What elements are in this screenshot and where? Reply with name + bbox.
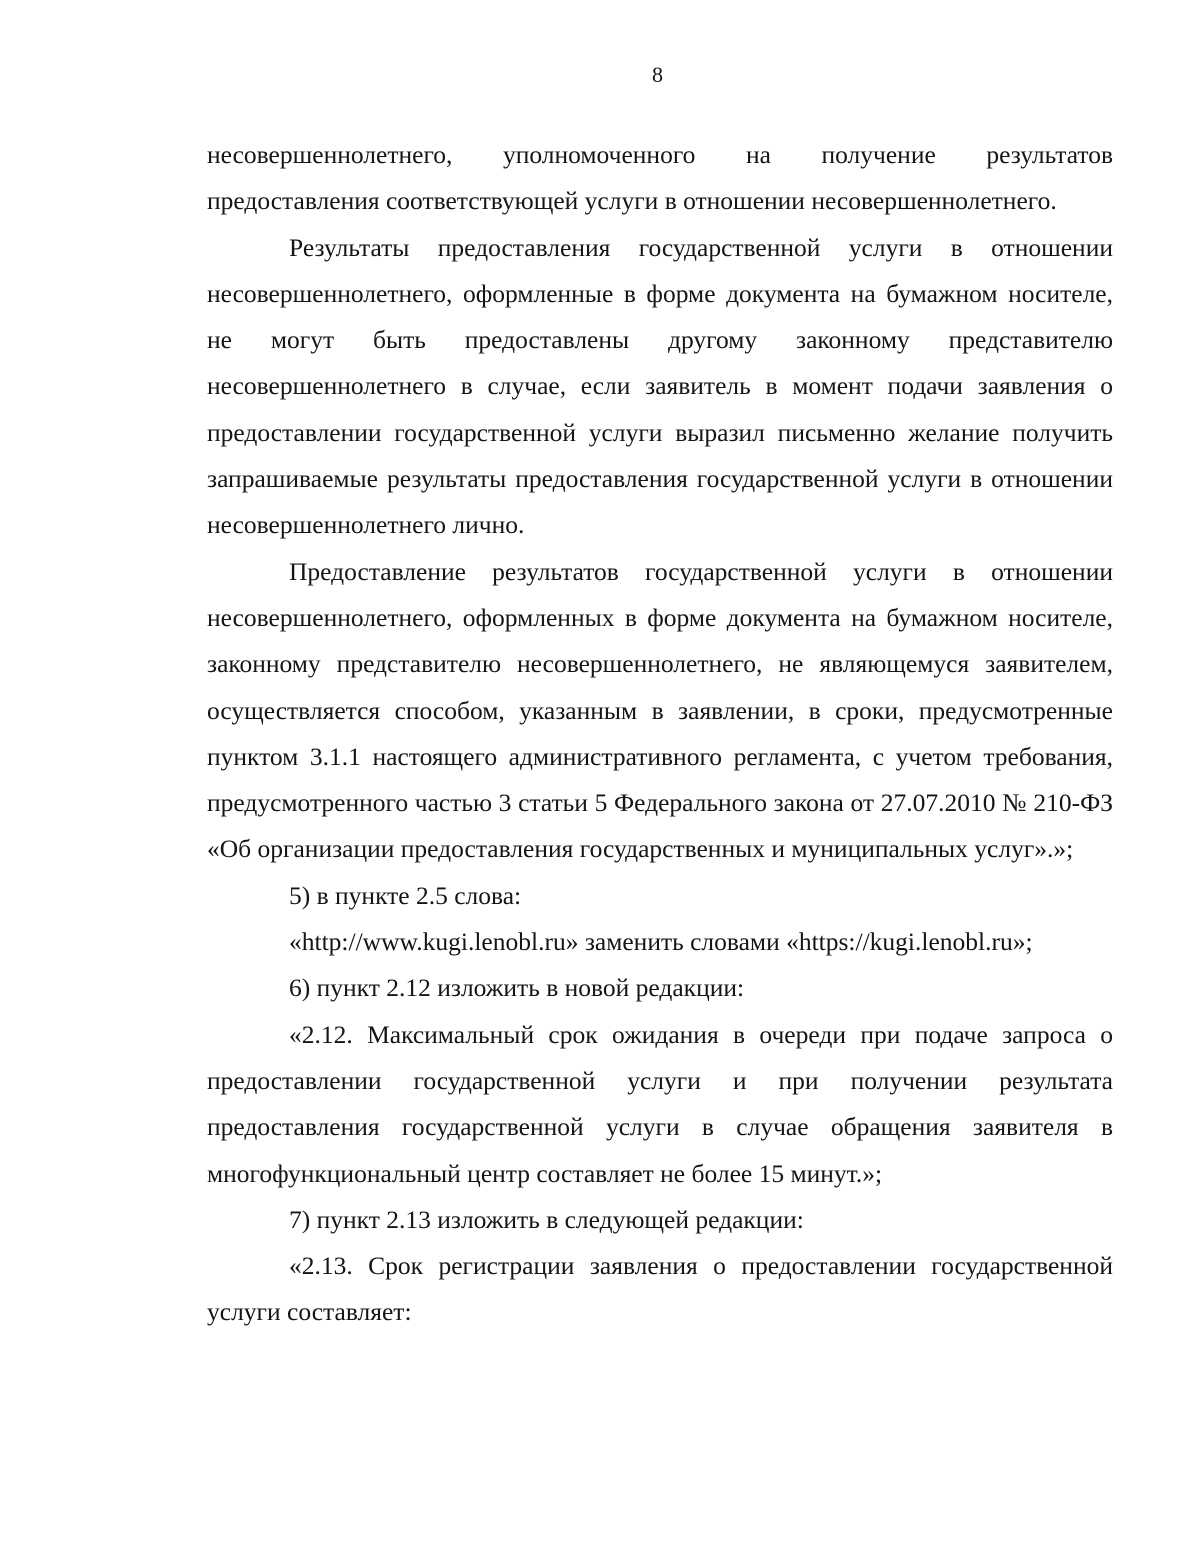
- item-5-heading: 5) в пункте 2.5 слова:: [289, 880, 522, 910]
- page-number: 8: [652, 62, 663, 87]
- item-5-url-replacement: «http://www.kugi.lenobl.ru» заменить словами «https://kugi.lenobl.ru»;: [289, 927, 1033, 957]
- paragraph-continuation: несовершеннолетнего, уполномоченного на получение результатов предоставления соответствующей услуги в отношении несовершеннолетнего.: [207, 140, 1113, 216]
- paragraph-results-not-provided: Результаты предоставления государственной услуги в отношении несовершеннолетнего, оформленные в форме документа на бумажном носителе, не могут быть предоставлены другому законному представителю несовершеннолетнего в случае, если заявитель в момент подачи заявления о предоставлении государственной услуги выразил письменно желание получить запрашиваемые результаты предоставления государственной услуги в отношении несовершеннолетнего лично.: [207, 232, 1113, 540]
- document-body: [207, 132, 1113, 1336]
- paragraph-2-12: «2.12. Максимальный срок ожидания в очереди при подаче запроса о предоставлении государственной услуги и при получении результата предоставления государственной услуги в случае обращения заявителя в многофункциональный центр составляет не более 15 минут.»;: [207, 1019, 1113, 1188]
- item-7-heading: 7) пункт 2.13 изложить в следующей редакции:: [289, 1204, 804, 1234]
- paragraph-results-provision: Предоставление результатов государственной услуги в отношении несовершеннолетнего, оформленных в форме документа на бумажном носителе, законному представителю несовершеннолетнего, не являющемуся заявителем, осуществляется способом, указанным в заявлении, в сроки, предусмотренные пунктом 3.1.1 настоящего административного регламента, с учетом требования, предусмотренного частью 3 статьи 5 Федерального закона от 27.07.2010 № 210-ФЗ «Об организации предоставления государственных и муниципальных услуг».»;: [207, 556, 1113, 864]
- item-6-heading: 6) пункт 2.12 изложить в новой редакции:: [289, 973, 745, 1003]
- paragraph-2-13: «2.13. Срок регистрации заявления о предоставлении государственной услуги составляет:: [207, 1251, 1113, 1327]
